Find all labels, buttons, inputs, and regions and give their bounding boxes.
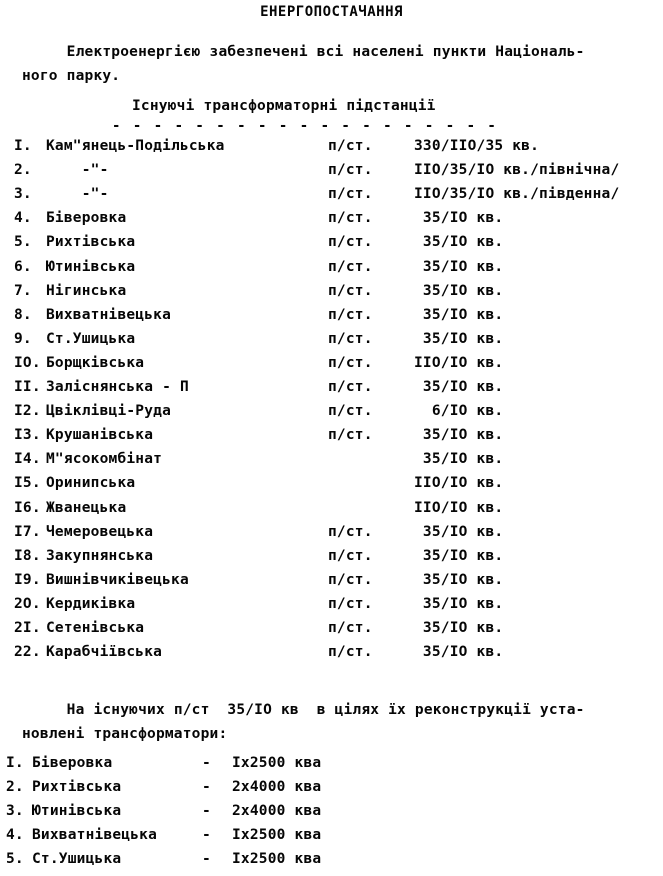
station-voltage: 35/IO кв.	[414, 210, 504, 227]
station-number: I4.	[14, 451, 41, 468]
station-type: п/ст.	[328, 644, 373, 661]
transformer-dash: -	[202, 755, 211, 771]
station-row	[0, 234, 663, 258]
station-row	[0, 307, 663, 331]
station-voltage: IIO/IO кв.	[414, 354, 504, 371]
transformer-row	[0, 827, 663, 851]
transformer-station: Біверовка	[32, 755, 113, 771]
station-number: 4.	[14, 210, 32, 227]
transformer-row	[0, 803, 663, 827]
transformer-spec: Iх2500 ква	[232, 755, 322, 771]
station-voltage: 35/IO кв.	[414, 620, 504, 636]
station-number: I.	[14, 138, 32, 154]
transformer-number: 5.	[6, 851, 24, 867]
station-number: IO.	[14, 354, 41, 371]
station-voltage: 6/IO кв.	[414, 403, 504, 420]
station-number: 5.	[14, 234, 32, 251]
station-row	[0, 427, 663, 451]
station-voltage: 35/IO кв.	[414, 282, 504, 299]
station-row	[0, 620, 663, 644]
station-number: 3.	[14, 186, 32, 203]
transformer-spec: 2х4000 ква	[232, 779, 322, 795]
station-row	[0, 475, 663, 499]
station-row	[0, 403, 663, 427]
station-type: п/ст.	[328, 403, 373, 420]
station-type: п/ст.	[328, 210, 373, 227]
station-number: I7.	[14, 523, 41, 540]
subheading-underline: - - - - - - - - - - - - - - - - - - -	[112, 118, 498, 134]
station-row	[0, 138, 663, 162]
transformer-number: I.	[6, 755, 24, 771]
station-type: п/ст.	[328, 620, 373, 636]
transformer-row	[0, 755, 663, 779]
station-name: Сетенівська	[46, 620, 145, 636]
station-name: Нігинська	[46, 282, 127, 299]
station-number: 7.	[14, 282, 32, 299]
station-voltage: 35/IO кв.	[414, 547, 504, 564]
station-voltage: IIO/IO кв.	[414, 499, 504, 516]
station-name: Борщківська	[46, 354, 145, 371]
station-type: п/ст.	[328, 330, 373, 347]
transformer-station: Вихватнівецька	[32, 827, 158, 843]
station-row	[0, 186, 663, 210]
transformer-number: 4.	[6, 827, 24, 843]
station-voltage: 35/IO кв.	[414, 330, 504, 347]
station-number: 8.	[14, 306, 32, 323]
station-number: I2.	[14, 403, 41, 420]
station-voltage: 35/IO кв.	[414, 379, 504, 395]
station-voltage: 35/IO кв.	[414, 644, 504, 661]
transformer-station: Рихтівська	[32, 779, 122, 795]
station-row	[0, 572, 663, 596]
station-row	[0, 548, 663, 572]
station-row	[0, 500, 663, 524]
station-row	[0, 379, 663, 403]
station-type: п/ст.	[328, 379, 373, 395]
station-name: -"-	[46, 186, 109, 203]
station-number: II.	[14, 379, 41, 395]
station-row	[0, 644, 663, 668]
station-voltage: IIO/IO кв.	[414, 475, 504, 492]
station-row	[0, 259, 663, 283]
station-voltage: IIO/35/IO кв./південна/	[414, 186, 620, 203]
transformer-station: Ст.Ушицька	[32, 851, 122, 867]
station-name: Закупнянська	[46, 547, 154, 564]
station-voltage: 35/IO кв.	[414, 306, 504, 323]
transformer-dash: -	[202, 779, 211, 795]
station-voltage: 35/IO кв.	[414, 427, 504, 444]
station-name: -"-	[46, 162, 109, 179]
transformer-dash: -	[202, 803, 211, 819]
station-name: Оринипська	[46, 475, 136, 492]
transformer-number: 2.	[6, 779, 24, 795]
station-voltage: 35/IO кв.	[414, 571, 504, 588]
station-name: Вишнівчиківецька	[46, 571, 189, 588]
station-number: I8.	[14, 547, 41, 564]
station-name: Ст.Ушицька	[46, 330, 136, 347]
transformer-spec: Iх2500 ква	[232, 851, 322, 867]
station-name: Чемеровецька	[46, 523, 154, 540]
station-type: п/ст.	[328, 427, 373, 444]
station-name: Ютинівська	[46, 258, 136, 275]
station-name: Цвіклівці-Руда	[46, 403, 172, 420]
transformer-dash: -	[202, 851, 211, 867]
station-row	[0, 162, 663, 186]
transformer-station: Ютинівська	[32, 803, 122, 819]
station-name: Жванецька	[46, 499, 127, 516]
station-name: Кам"янець-Подільська	[46, 138, 225, 154]
station-number: 2I.	[14, 620, 41, 636]
station-name: Рихтівська	[46, 234, 136, 251]
station-voltage: 35/IO кв.	[414, 451, 504, 468]
station-name: Крушанівська	[46, 427, 154, 444]
transformer-spec: Iх2500 ква	[232, 827, 322, 843]
station-row	[0, 451, 663, 475]
transformer-spec: 2х4000 ква	[232, 803, 322, 819]
station-number: 9.	[14, 330, 32, 347]
station-voltage: 35/IO кв.	[414, 595, 504, 612]
station-type: п/ст.	[328, 523, 373, 540]
station-type: п/ст.	[328, 282, 373, 299]
station-number: 2.	[14, 162, 32, 179]
station-number: I6.	[14, 499, 41, 516]
station-name: Вихватнівецька	[46, 306, 172, 323]
station-number: 2O.	[14, 595, 41, 612]
station-number: 6.	[14, 258, 32, 275]
station-voltage: 35/IO кв.	[414, 523, 504, 540]
station-row	[0, 283, 663, 307]
station-type: п/ст.	[328, 547, 373, 564]
transformer-number: 3.	[6, 803, 24, 819]
station-type: п/ст.	[328, 571, 373, 588]
intro-paragraph: Електроенергією забезпечені всі населені пункти Національ- ного парку.	[22, 44, 585, 84]
station-row	[0, 355, 663, 379]
station-type: п/ст.	[328, 186, 373, 203]
station-voltage: IIO/35/IO кв./північна/	[414, 162, 620, 179]
station-row	[0, 524, 663, 548]
station-type: п/ст.	[328, 306, 373, 323]
station-voltage: 35/IO кв.	[414, 258, 504, 275]
station-number: 22.	[14, 644, 41, 661]
transformer-row	[0, 779, 663, 803]
station-type: п/ст.	[328, 595, 373, 612]
station-name: М"ясокомбінат	[46, 451, 163, 468]
station-voltage: 35/IO кв.	[414, 234, 504, 251]
station-voltage: 330/IIO/35 кв.	[414, 138, 540, 154]
document-title: ЕНЕРГОПОСТАЧАННЯ	[260, 4, 403, 20]
station-row	[0, 596, 663, 620]
station-number: I3.	[14, 427, 41, 444]
station-name: Карабчіївська	[46, 644, 163, 661]
section-subheading: Існуючі трансформаторні підстанції	[132, 98, 436, 114]
station-name: Заліснянська - П	[46, 379, 189, 395]
station-type: п/ст.	[328, 234, 373, 251]
outro-paragraph: На існуючих п/ст 35/IO кв в цілях їх реконструкції уста- новлені трансформатори:	[22, 702, 585, 742]
station-number: I5.	[14, 475, 41, 492]
station-name: Кердиківка	[46, 595, 136, 612]
station-type: п/ст.	[328, 258, 373, 275]
transformer-row	[0, 851, 663, 875]
station-row	[0, 210, 663, 234]
station-type: п/ст.	[328, 162, 373, 179]
station-number: I9.	[14, 571, 41, 588]
station-row	[0, 331, 663, 355]
transformer-dash: -	[202, 827, 211, 843]
station-type: п/ст.	[328, 138, 373, 154]
station-name: Біверовка	[46, 210, 127, 227]
station-type: п/ст.	[328, 354, 373, 371]
